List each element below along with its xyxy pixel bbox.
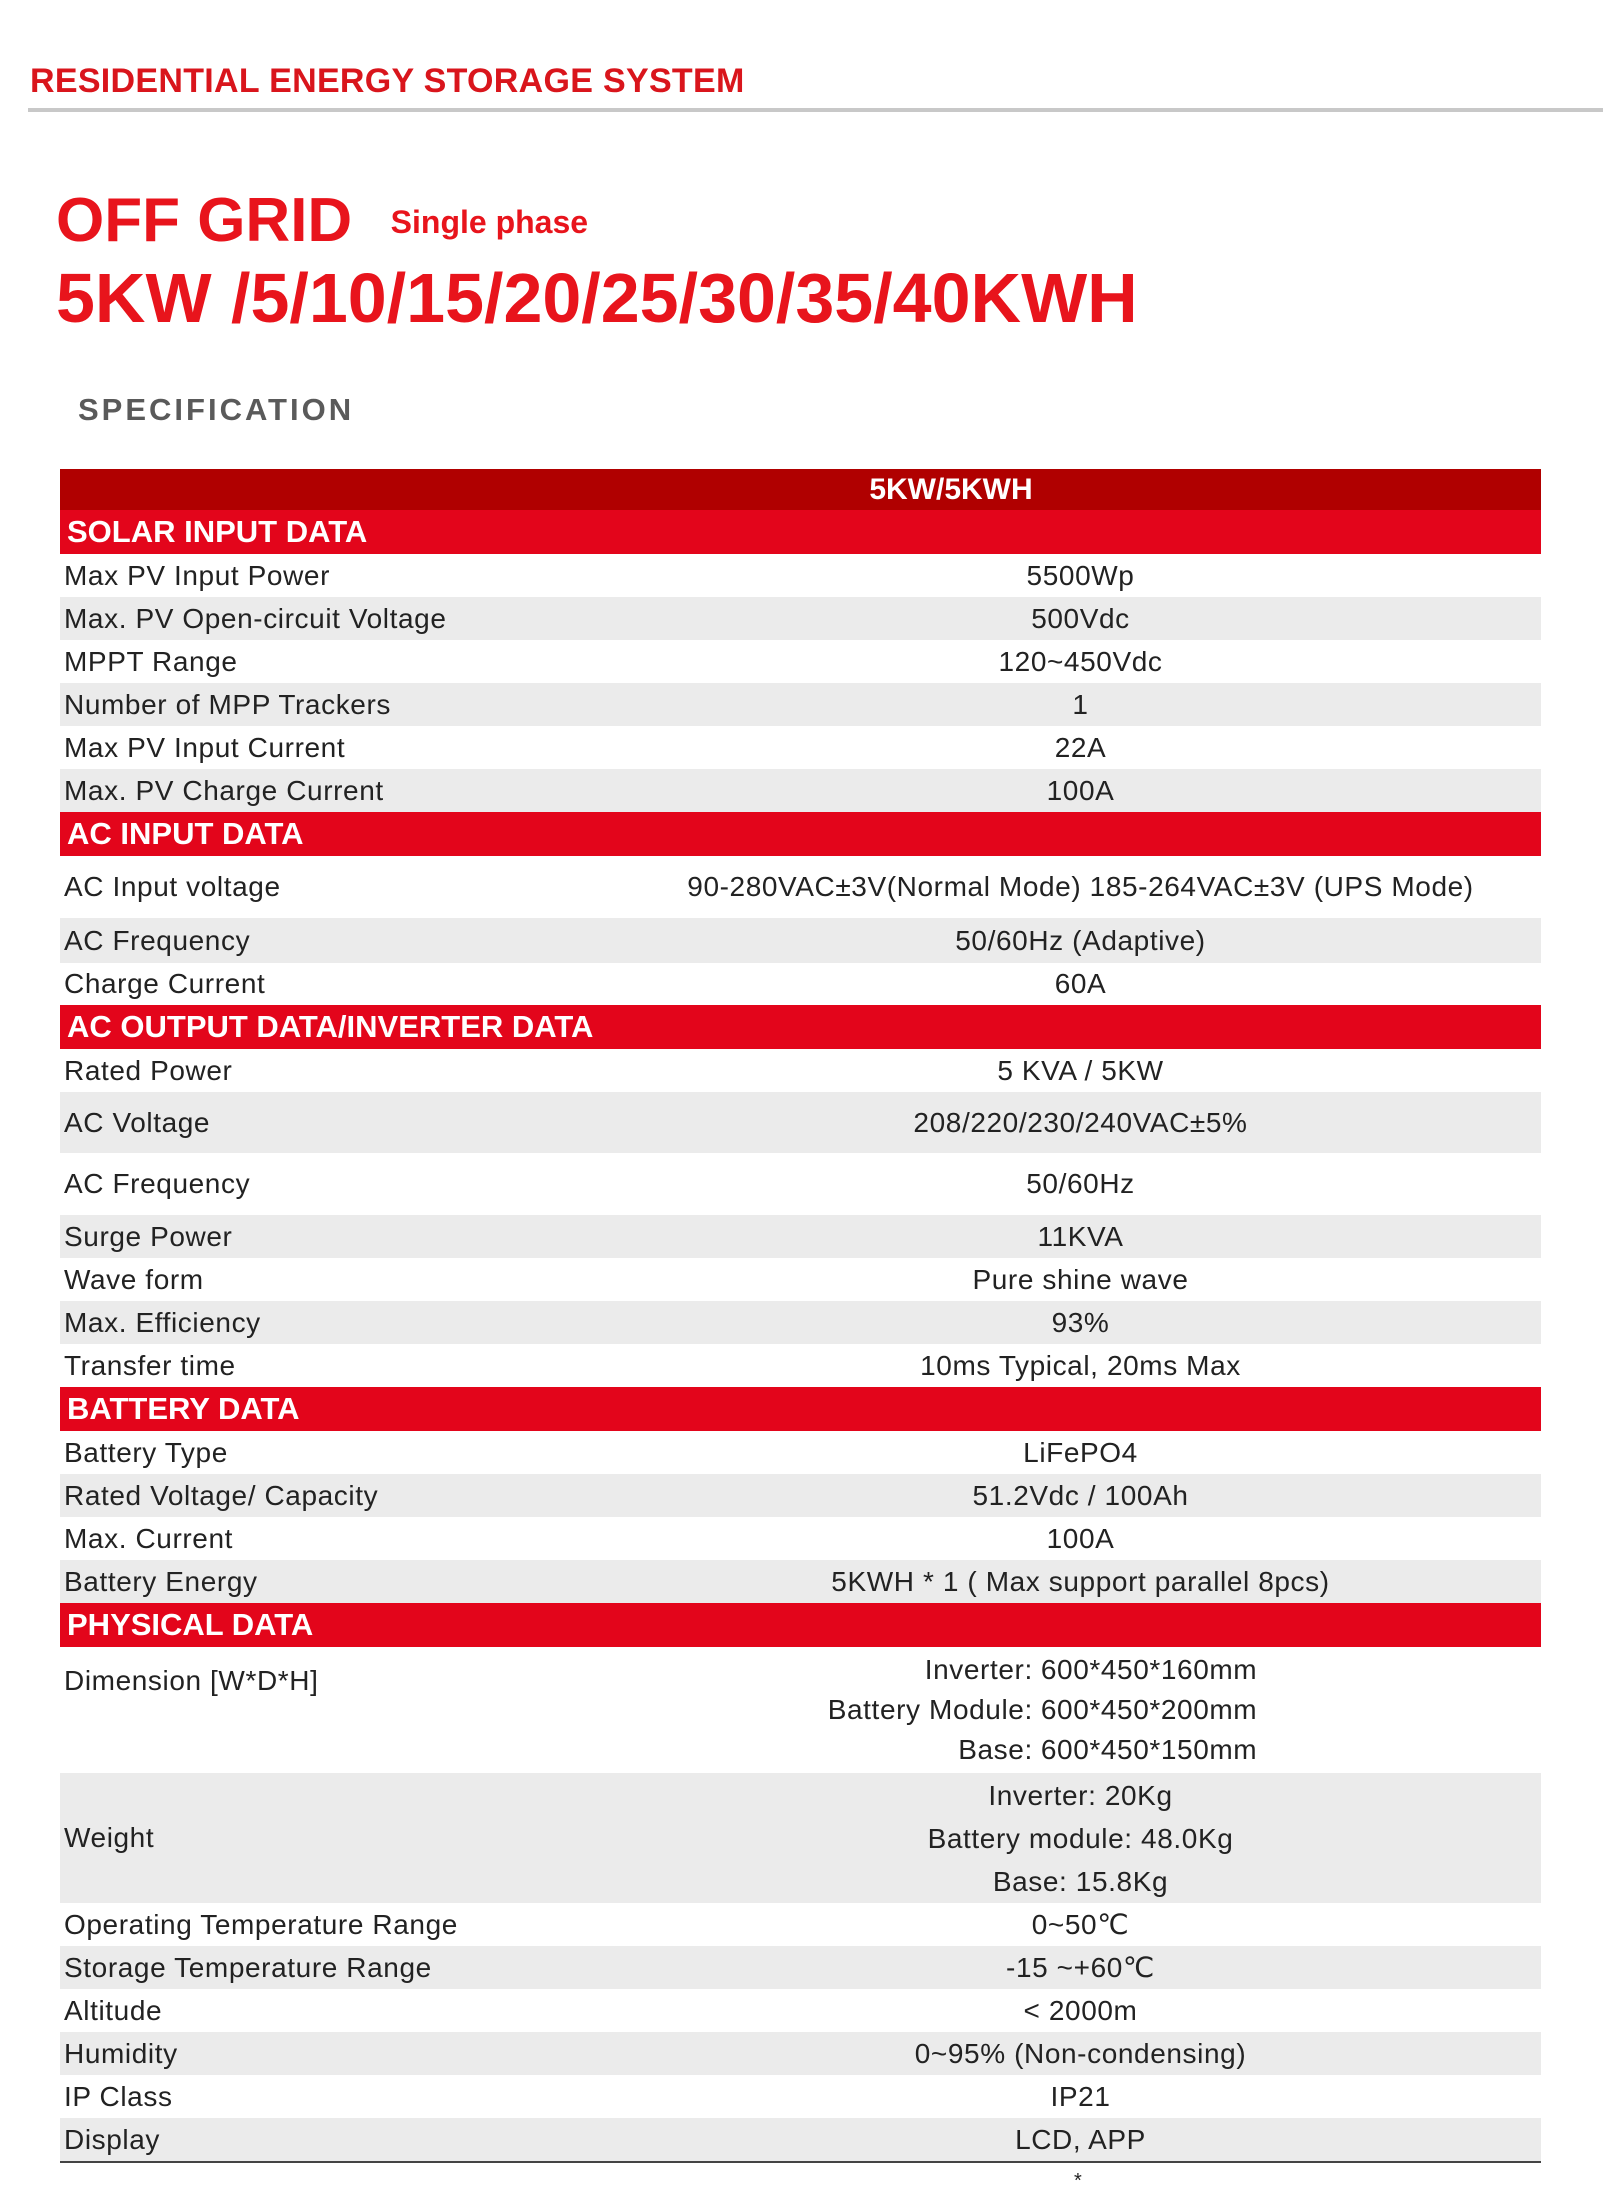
table-row <box>60 1517 1541 1560</box>
spec-label: AC Frequency <box>64 924 251 956</box>
spec-label: Number of MPP Trackers <box>64 688 391 720</box>
section-solar-input: SOLAR INPUT DATA <box>60 510 1541 554</box>
table-row <box>60 1344 1541 1387</box>
spec-value: 0~95% (Non-condensing) <box>914 2037 1247 2069</box>
table-row <box>60 1092 1541 1153</box>
model-header: 5KW/5KWH <box>869 472 1033 506</box>
table-row <box>60 1301 1541 1344</box>
dimension-value: 600*450*160mm <box>1040 1654 1258 1685</box>
spec-label: AC Frequency <box>64 1168 251 1199</box>
table-row <box>60 1153 1541 1215</box>
table-row <box>60 597 1541 640</box>
spec-label: Max PV Input Current <box>64 731 346 763</box>
table-row <box>60 1431 1541 1474</box>
spec-label: Max. PV Open-circuit Voltage <box>64 602 447 634</box>
section-physical: PHYSICAL DATA <box>60 1603 1541 1647</box>
spec-label: Humidity <box>64 2037 178 2069</box>
spec-label: Operating Temperature Range <box>64 1908 458 1940</box>
spec-value: 120~450Vdc <box>998 645 1163 677</box>
spec-label: Weight <box>64 1822 155 1853</box>
table-row <box>60 1903 1541 1946</box>
table-row <box>60 554 1541 597</box>
spec-label: Charge Current <box>64 968 266 999</box>
document-header: RESIDENTIAL ENERGY STORAGE SYSTEM <box>30 62 745 100</box>
dimension-list <box>828 1650 1258 1770</box>
table-row <box>60 2075 1541 2118</box>
spec-value: Pure shine wave <box>972 1263 1189 1295</box>
dimension-value: 600*450*150mm <box>1040 1734 1258 1765</box>
header-divider <box>28 108 1603 112</box>
specification-title: SPECIFICATION <box>78 392 355 427</box>
spec-label: Max. PV Charge Current <box>64 774 384 806</box>
section-battery: BATTERY DATA <box>60 1387 1541 1431</box>
spec-label: Storage Temperature Range <box>64 1951 432 1983</box>
spec-label: Battery Energy <box>64 1565 258 1597</box>
table-row-weight <box>60 1773 1541 1903</box>
spec-label: Rated Voltage/ Capacity <box>64 1479 379 1511</box>
spec-value: -15 ~+60℃ <box>1006 1952 1155 1983</box>
table-row <box>60 1215 1541 1258</box>
table-row <box>60 1474 1541 1517</box>
spec-label: Dimension [W*D*H] <box>64 1665 319 1696</box>
spec-value: 100A <box>1046 1522 1115 1554</box>
spec-value: IP21 <box>1050 2080 1111 2112</box>
weight-line: Battery module: 48.0Kg <box>927 1822 1234 1854</box>
spec-value: 50/60Hz <box>1026 1168 1135 1199</box>
spec-value: 100A <box>1046 774 1115 806</box>
spec-label: Wave form <box>64 1263 204 1295</box>
table-row <box>60 856 1541 918</box>
spec-label: IP Class <box>64 2080 173 2112</box>
spec-value: 51.2Vdc / 100Ah <box>972 1479 1189 1511</box>
table-row-dimension <box>60 1647 1541 1773</box>
dimension-value: 600*450*200mm <box>1040 1694 1258 1725</box>
dimension-name: Battery Module: <box>827 1694 1033 1725</box>
spec-value: 60A <box>1054 968 1107 999</box>
spec-label: Max. Current <box>64 1522 234 1554</box>
spec-value: 1 <box>1072 688 1089 720</box>
spec-value: LiFePO4 <box>1023 1436 1138 1468</box>
spec-label: AC Voltage <box>64 1106 211 1138</box>
product-phase: Single phase <box>390 204 589 240</box>
specification-table <box>60 469 1541 2163</box>
product-models: 5KW /5/10/15/20/25/30/35/40KWH <box>56 259 1138 337</box>
table-row <box>60 1946 1541 1989</box>
table-row <box>60 918 1541 963</box>
model-header-row <box>60 469 1541 510</box>
spec-value: 11KVA <box>1037 1220 1124 1252</box>
spec-value: 0~50℃ <box>1031 1909 1130 1940</box>
spec-label: Max PV Input Power <box>64 559 331 591</box>
spec-label: Max. Efficiency <box>64 1306 261 1338</box>
spec-label: Transfer time <box>64 1349 236 1381</box>
spec-value: 5 KVA / 5KW <box>997 1054 1164 1086</box>
spec-value <box>620 1774 1541 1903</box>
section-ac-input: AC INPUT DATA <box>60 812 1541 856</box>
dimension-name: Base: <box>958 1734 1033 1765</box>
spec-value: 22A <box>1054 731 1107 763</box>
spec-label: AC Input voltage <box>64 871 281 902</box>
spec-value: LCD, APP <box>1015 2123 1146 2155</box>
spec-label: Surge Power <box>64 1220 233 1252</box>
spec-value: 50/60Hz (Adaptive) <box>955 924 1206 956</box>
spec-value: 10ms Typical, 20ms Max <box>920 1349 1241 1381</box>
table-row <box>60 683 1541 726</box>
table-row <box>60 769 1541 812</box>
spec-label: MPPT Range <box>64 645 238 677</box>
table-bottom-rule <box>60 2161 1541 2163</box>
spec-value: 5KWH * 1 ( Max support parallel 8pcs) <box>831 1565 1330 1597</box>
spec-value: 208/220/230/240VAC±5% <box>913 1106 1248 1138</box>
spec-label: Altitude <box>64 1994 163 2026</box>
spec-value: 5500Wp <box>1026 559 1135 591</box>
weight-line: Inverter: 20Kg <box>988 1779 1173 1811</box>
spec-value: 500Vdc <box>1031 602 1130 634</box>
table-row <box>60 640 1541 683</box>
table-row <box>60 726 1541 769</box>
spec-value: 90-280VAC±3V(Normal Mode) 185-264VAC±3V (UPS Mode) <box>687 871 1474 902</box>
spec-label: Battery Type <box>64 1436 228 1468</box>
table-row <box>60 2032 1541 2075</box>
spec-value: < 2000m <box>1023 1994 1138 2026</box>
footnote-mark: * <box>1074 2170 1082 2192</box>
table-row <box>60 1989 1541 2032</box>
table-row <box>60 2118 1541 2161</box>
spec-value: 93% <box>1051 1306 1110 1338</box>
table-row <box>60 1258 1541 1301</box>
dimension-name: Inverter: <box>924 1654 1033 1685</box>
spec-value <box>620 1650 1541 1770</box>
section-ac-output: AC OUTPUT DATA/INVERTER DATA <box>60 1005 1541 1049</box>
table-row <box>60 1560 1541 1603</box>
table-row <box>60 963 1541 1005</box>
spec-label: Display <box>64 2123 161 2155</box>
spec-label: Rated Power <box>64 1054 233 1086</box>
table-row <box>60 1049 1541 1092</box>
weight-list <box>620 1774 1541 1903</box>
product-type-line <box>56 185 588 256</box>
product-type: OFF GRID <box>56 186 353 255</box>
weight-line: Base: 15.8Kg <box>992 1865 1169 1897</box>
